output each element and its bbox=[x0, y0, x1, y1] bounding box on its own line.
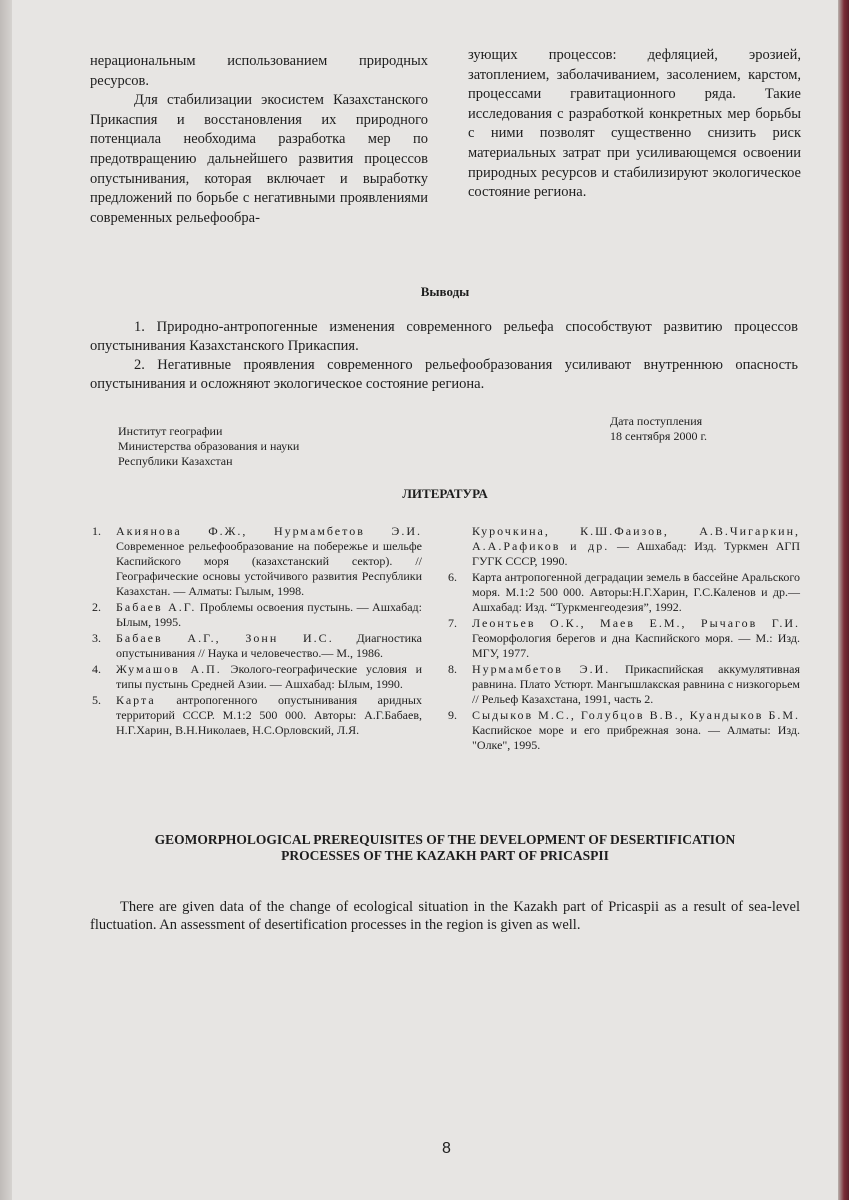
reference-item bbox=[448, 662, 800, 707]
reference-authors: Акиянова Ф.Ж., Нурмамбетов Э.И. bbox=[116, 524, 422, 538]
english-title bbox=[90, 832, 800, 864]
reference-item bbox=[448, 524, 800, 569]
author-affiliation bbox=[118, 424, 418, 469]
reference-number: 1. bbox=[92, 524, 101, 538]
left-paragraph-1: нерациональным использованием природных ресурсов. bbox=[90, 53, 428, 89]
received-date: 18 сентября 2000 г. bbox=[610, 429, 708, 443]
reference-text: Каспийское море и его прибрежная зона. — Алматы: Изд. "Олке", 1995. bbox=[472, 723, 800, 752]
conclusion-item-1: 1. Природно-антропогенные изменения современного рельефа способствуют развитию процессов опустынивания Казахстанского Прикаспия. bbox=[90, 319, 798, 354]
reference-text: Прикаспийская аккумулятивная равнина. Плато Устюрт. Мангышлакская равнина с низкогорьем // Рельеф Казахстана, 1991, часть 2. bbox=[472, 662, 800, 706]
reference-item bbox=[448, 570, 800, 615]
page-left-shadow bbox=[0, 0, 12, 1200]
reference-number: 2. bbox=[92, 600, 101, 614]
right-paragraph-1: зующих процессов: дефляцией, эрозией, затоплением, заболачиванием, засолением, карстом, процессами гравитационного ряда. Такие исследования с разработкой конкретных мер борьбы с ними позволят существенно снизить риск материальных затрат при усиливающемся освоении природных ресурсов и стабилизируют экологическое состояние региона. bbox=[468, 47, 801, 201]
reference-item bbox=[448, 616, 800, 661]
conclusion-item-2: 2. Негативные проявления современного рельефообразования усиливают внутреннюю опасность опустынивания и осложняют экологическое состояние региона. bbox=[90, 357, 798, 392]
conclusions-heading: Выводы bbox=[420, 284, 470, 299]
reference-item bbox=[92, 693, 422, 738]
reference-text: Карта антропогенной деградации земель в бассейне Аральского моря. М.1:2 500 000. Авторы:Н.Г.Харин, Г.С.Каленов и др.— Ашхабад: Изд. “Туркменгеодезия”, 1992. bbox=[472, 570, 800, 614]
reference-number: 3. bbox=[92, 631, 101, 645]
reference-authors: Бабаев А.Г., Зонн И.С. bbox=[116, 631, 334, 645]
received-date-block bbox=[610, 414, 760, 444]
reference-authors: Бабаев А.Г. bbox=[116, 600, 197, 614]
reference-number: 6. bbox=[448, 570, 457, 584]
reference-authors: Курочкина, К.Ш.Фаизов, А.В.Чигаркин, А.А.Рафиков и др. bbox=[472, 524, 800, 553]
reference-text: Диагностика опустынивания // Наука и человечество.— М., 1986. bbox=[116, 631, 423, 660]
reference-list-right bbox=[448, 524, 800, 754]
english-abstract: There are given data of the change of ecological situation in the Kazakh part of Pricaspii as a result of sea-level fluctuation. An assessment of desertification processes in the region is given as well. bbox=[90, 899, 800, 933]
conclusions-section bbox=[90, 318, 798, 394]
reference-authors: Нурмамбетов Э.И. bbox=[472, 662, 611, 676]
english-title-line-2: PROCESSES OF THE KAZAKH PART OF PRICASPII bbox=[281, 848, 609, 863]
reference-number: 9. bbox=[448, 708, 457, 722]
reference-authors: Карта bbox=[116, 693, 156, 707]
reference-list-left bbox=[92, 524, 422, 739]
left-text-column bbox=[90, 52, 428, 228]
reference-authors: Сыдыков М.С., Голубцов В.В., Куандыков Б.М. bbox=[472, 708, 800, 722]
reference-number: 4. bbox=[92, 662, 101, 676]
reference-item bbox=[92, 662, 422, 692]
received-label: Дата поступления bbox=[610, 414, 703, 428]
left-paragraph-2: Для стабилизации экосистем Казахстанского Прикаспия и восстановления их природного потенциала необходима разработка мер по предотвращению дальнейшего развития процессов опустынивания, которая включает и выработку предложений по борьбе с негативными проявлениями современных рельефообра- bbox=[90, 92, 428, 226]
reference-item bbox=[92, 631, 422, 661]
page-number: 8 bbox=[442, 1140, 451, 1157]
reference-text: антропогенного опустынивания аридных территорий СССР. М.1:2 500 000. Авторы: А.Г.Бабаев, Н.Г.Харин, В.Н.Николаев, Н.С.Орловский, Л.Я. bbox=[116, 693, 422, 737]
reference-text: Эколого-географические условия и типы пустынь Средней Азии. — Ашхабад: Ылым, 1990. bbox=[116, 662, 422, 691]
reference-text: Геоморфология берегов и дна Каспийского моря. — М.: Изд. МГУ, 1977. bbox=[472, 631, 800, 660]
reference-item bbox=[448, 708, 800, 753]
affiliation-line-1: Институт географии bbox=[118, 424, 223, 438]
reference-item bbox=[92, 524, 422, 599]
reference-text: Проблемы освоения пустынь. — Ашхабад: Ылым, 1995. bbox=[116, 600, 422, 629]
literature-heading: ЛИТЕРАТУРА bbox=[402, 486, 488, 501]
reference-number: 8. bbox=[448, 662, 457, 676]
reference-item bbox=[92, 600, 422, 630]
reference-text: — Ашхабад: Изд. Туркмен АГП ГУГК СССР, 1990. bbox=[472, 539, 800, 568]
reference-authors: Жумашов А.П. bbox=[116, 662, 222, 676]
affiliation-line-3: Республики Казахстан bbox=[118, 454, 233, 468]
reference-authors: Леонтьев О.К., Маев Е.М., Рычагов Г.И. bbox=[472, 616, 800, 630]
right-text-column bbox=[468, 46, 801, 203]
affiliation-line-2: Министерства образования и науки bbox=[118, 439, 300, 453]
reference-text: Современное рельефообразование на побережье и шельфе Каспийского моря (казахстанский сектор). //Географические основы устойчивого развития Республики Казахстан. — Алматы: Гылым, 1998. bbox=[116, 539, 422, 598]
reference-number: 7. bbox=[448, 616, 457, 630]
english-title-line-1: GEOMORPHOLOGICAL PREREQUISITES OF THE DEVELOPMENT OF DESERTIFICATION bbox=[154, 832, 736, 847]
reference-number: 5. bbox=[92, 693, 101, 707]
book-spine-edge bbox=[838, 0, 849, 1200]
